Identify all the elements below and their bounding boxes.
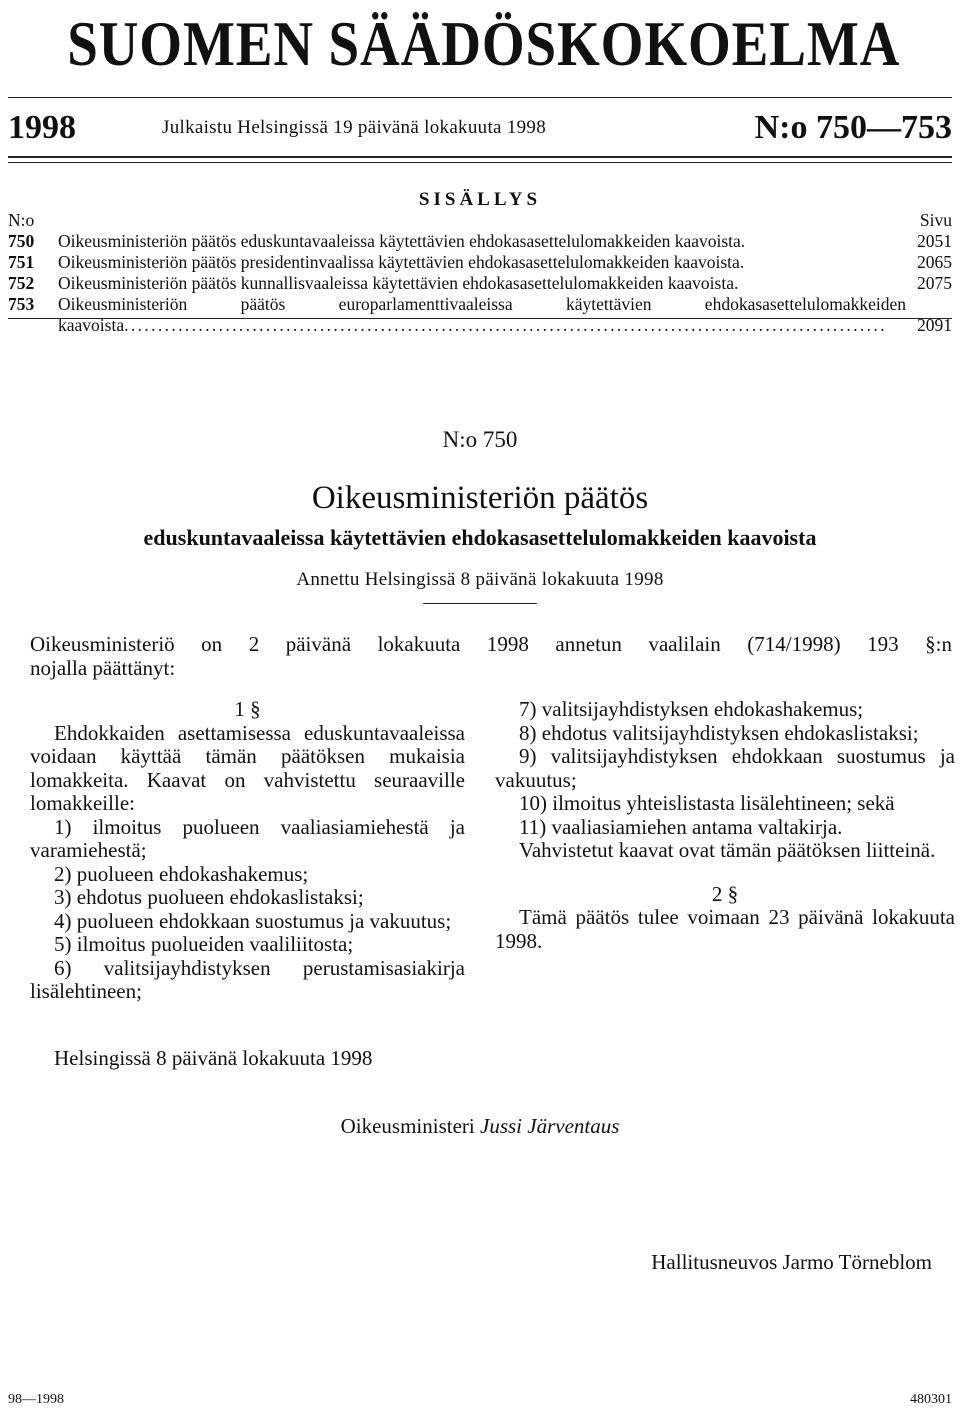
minister-signature — [0, 1114, 960, 1138]
toc-item-page: 2051 — [917, 231, 952, 251]
act-short-rule — [423, 603, 537, 604]
form-item: 2) puolueen ehdokashakemus; — [54, 861, 309, 886]
toc-item-text: Oikeusministeriön päätös presidentinvaalissa käytettävien ehdokasasettelulomakkeiden kaavoista. — [58, 252, 745, 272]
footer-left-code: 98—1998 — [8, 1392, 64, 1407]
toc-header-row — [8, 210, 952, 231]
right-column — [495, 698, 955, 953]
form-item: 6) valitsijayhdistyksen perustamisasiakirja lisälehtineen; — [30, 955, 465, 1003]
toc-item-text: Oikeusministeriön päätös kunnallisvaaleissa käytettävien ehdokasasettelulomakkeiden kaavoista. — [58, 273, 739, 293]
toc-item-text: Oikeusministeriön päätös europarlamenttivaaleissa käytettävien ehdokasasettelulomakkeiden — [58, 294, 906, 314]
section-1-heading: 1 § — [234, 697, 261, 721]
place-and-date: Helsingissä 8 päivänä lokakuuta 1998 — [54, 1046, 373, 1070]
header-numbers: N:o 750—753 — [754, 109, 952, 146]
form-item: 3) ehdotus puolueen ehdokaslistaksi; — [54, 885, 364, 909]
footer-right-code: 480301 — [910, 1392, 952, 1407]
toc-item-text-continued: kaavoista — [58, 315, 125, 335]
form-item: 5) ilmoitus puolueiden vaaliliitosta; — [54, 932, 354, 956]
toc-item-no: 751 — [8, 252, 35, 272]
toc-row — [8, 294, 952, 315]
masthead-title: SUOMEN SÄÄDÖSKOKOELMA — [67, 8, 901, 79]
header-rule-double-1 — [8, 156, 952, 158]
toc-col-no: N:o — [8, 210, 35, 230]
preamble-line-1: Oikeusministeriö on 2 päivänä lokakuuta 1998 annetun vaalilain (714/1998) 193 §:n — [30, 632, 952, 656]
toc-row — [8, 231, 952, 252]
header-year: 1998 — [8, 109, 76, 146]
minister-title: Oikeusministeri — [340, 1114, 475, 1138]
preamble-line-2: nojalla päättänyt: — [30, 656, 176, 680]
toc-rule — [8, 318, 952, 319]
toc-col-page: Sivu — [919, 210, 952, 230]
act-title: Oikeusministeriön päätös — [311, 480, 649, 516]
section-2-text: Tämä päätös tulee voimaan 23 päivänä lokakuuta 1998. — [495, 905, 955, 953]
form-item: 4) puolueen ehdokkaan suostumus ja vakuutus; — [54, 908, 452, 933]
form-item: 7) valitsijayhdistyksen ehdokashakemus; — [519, 697, 864, 721]
header-published: Julkaistu Helsingissä 19 päivänä lokakuuta 1998 — [162, 117, 547, 138]
form-item: 9) valitsijayhdistyksen ehdokkaan suostumus ja vakuutus; — [495, 744, 955, 792]
form-item: 8) ehdotus valitsijayhdistyksen ehdokaslistaksi; — [519, 720, 919, 745]
toc-item-text: Oikeusministeriön päätös eduskuntavaaleissa käytettävien ehdokasasettelulomakkeiden kaavoista. — [58, 231, 746, 251]
act-subtitle: eduskuntavaaleissa käytettävien ehdokasasettelulomakkeiden kaavoista — [143, 525, 817, 550]
section-2-heading: 2 § — [711, 881, 739, 906]
toc-item-no: 750 — [8, 231, 35, 251]
form-item: 1) ilmoitus puolueen vaaliasiamiehestä ja varamiehestä; — [30, 814, 465, 862]
toc-row — [8, 273, 952, 294]
left-column — [30, 698, 465, 1004]
toc-item-no: 752 — [8, 273, 35, 293]
toc-row — [8, 252, 952, 273]
toc-item-page: 2091 — [917, 315, 952, 335]
minister-name: Jussi Järventaus — [480, 1114, 620, 1138]
toc-item-no: 753 — [8, 294, 35, 314]
confirmation-text: Vahvistetut kaavat ovat tämän päätöksen liitteinä. — [519, 838, 936, 862]
counsellor-signature: Hallitusneuvos Jarmo Törneblom — [651, 1250, 932, 1274]
toc-item-page: 2075 — [917, 273, 952, 293]
form-item: 10) ilmoitus yhteislistasta lisälehtineen; sekä — [519, 791, 895, 815]
form-item: 11) vaaliasiamiehen antama valtakirja. — [519, 814, 843, 839]
toc-title: SISÄLLYS — [418, 189, 542, 210]
toc-item-page: 2065 — [917, 252, 952, 272]
section-1-text: Ehdokkaiden asettamisessa eduskuntavaaleissa voidaan käyttää tämän päätöksen mukaisia lomakkeita. Kaavat on vahvistettu seuraaville lomakkeille: — [30, 720, 465, 815]
header-rule-top — [8, 97, 952, 98]
act-given-date: Annettu Helsingissä 8 päivänä lokakuuta 1998 — [296, 569, 664, 590]
preamble — [30, 632, 952, 680]
act-number: N:o 750 — [442, 427, 518, 452]
header-rule-double-2 — [8, 162, 952, 163]
